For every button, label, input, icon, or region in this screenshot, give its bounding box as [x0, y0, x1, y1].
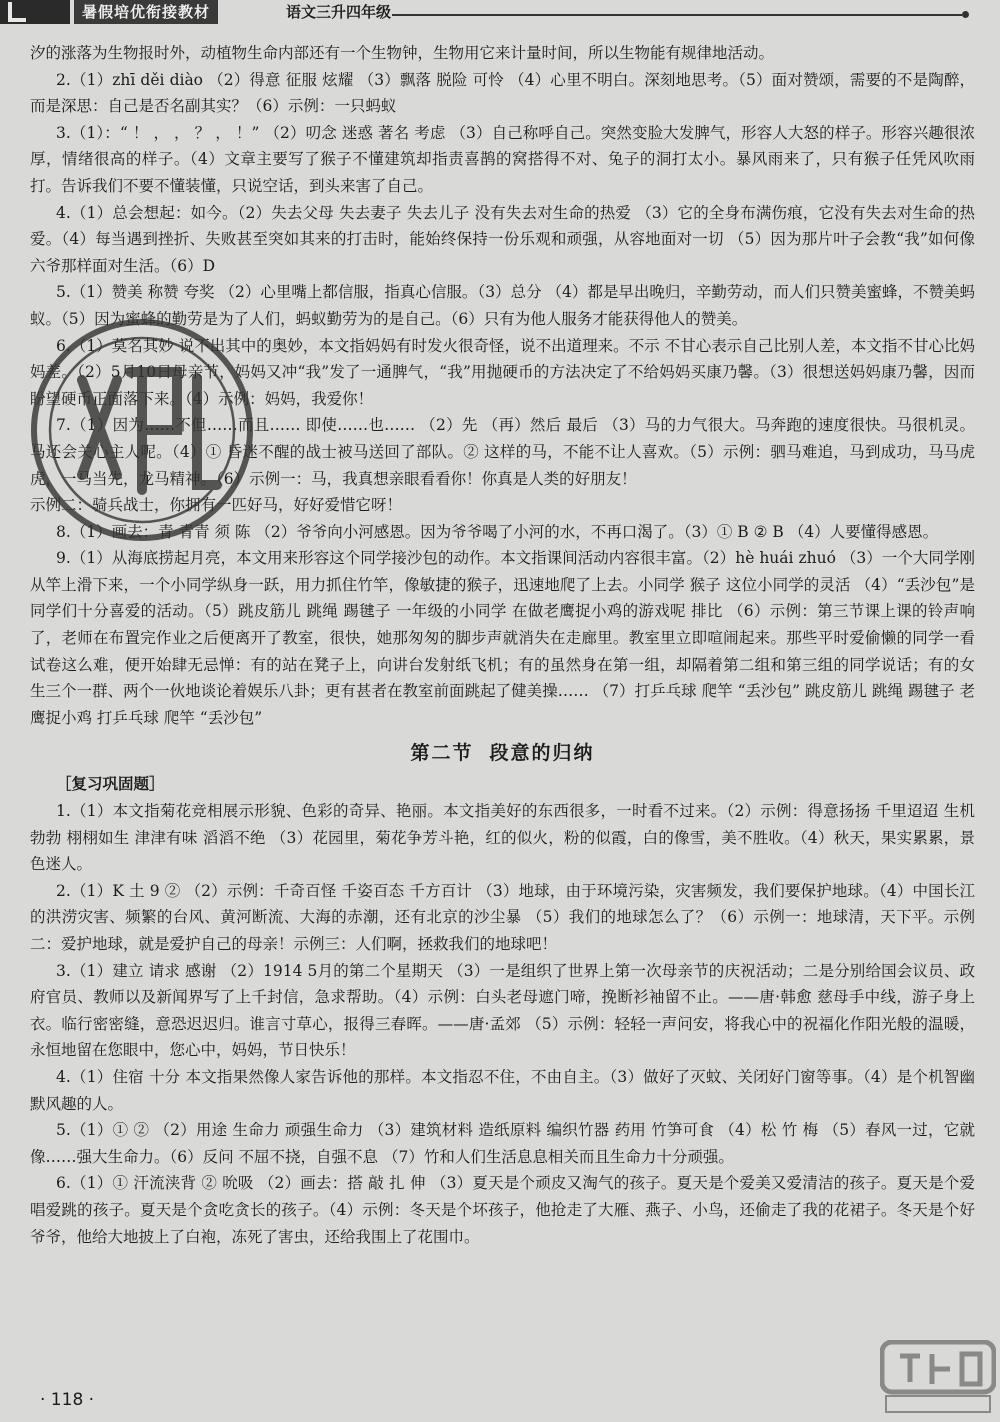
- answer-paragraph: 示例二：骑兵战士，你拥有一匹好马，好好爱惜它呀！: [30, 496, 403, 515]
- section-heading: [30, 737, 975, 769]
- answer-paragraph: 4.（1）总会想起：如今。（2）失去父母 失去妻子 失去儿子 没有失去对生命的热爱 （3）它的全身布满伤痕，它没有失去对生命的热爱。（4）每当遇到挫折、失败甚至突如其来的打击时，能始终保持一份乐观和顽强，从容地面对一切 （5）因为那片叶子会教“我”如何像六爷那样面对生活。（6）D: [30, 203, 975, 275]
- answer-paragraph: 2.（1）zhī děi diào （2）得意 征服 炫耀 （3）飘落 脱险 可怜 （4）心里不明白。深刻地思考。（5）面对赞颂，需要的不是陶醉，而是深思：自己是否名副其实？（6）示例：一只蚂蚁: [30, 70, 975, 116]
- book-logo-icon: [0, 0, 70, 24]
- section-title: 段意的归纳: [489, 742, 595, 765]
- series-title: 暑假培优衔接教材: [74, 0, 218, 24]
- answer-paragraph: 1.（1）本文指菊花竞相展示形貌、色彩的奇异、艳丽。本文指美好的东西很多，一时看不过来。（2）示例：得意扬扬 千里迢迢 生机勃勃 栩栩如生 津津有味 滔滔不绝 （3）花园里，菊花争芳斗艳，红的似火，粉的似霞，白的像雪，美不胜收。（4）秋天，果实累累，景色迷人。: [30, 802, 975, 874]
- section-number: 第二节: [410, 742, 474, 765]
- subsection-label: ［复习巩固题］: [56, 774, 165, 794]
- header-rule: [392, 14, 962, 16]
- answer-paragraph: 3.（1）：“ ！ ， ， ？ ， ！” （2）叨念 迷惑 著名 考虑 （3）自己称呼自己。突然变脸大发脾气，形容人大怒的样子。形容兴趣很浓厚，情绪很高的样子。（4）文章主要写了猴子不懂建筑却指责喜鹊的窝搭得不对、兔子的洞打太小。暴风雨来了，只有猴子任凭风吹雨打。告诉我们不要不懂装懂，只说空话，到头来害了自己。: [30, 123, 975, 195]
- answer-paragraph: 5.（1）① ② （2）用途 生命力 顽强生命力 （3）建筑材料 造纸原料 编织竹器 药用 竹笋可食 （4）松 竹 梅 （5）春风一过，它就像……强大生命力。（6）反问 不屈不挠，自强不息 （7）竹和人们生活息息相关而且生命力十分顽强。: [30, 1121, 975, 1166]
- page-number: · 118 ·: [40, 1390, 95, 1410]
- answer-paragraph: 9.（1）从海底捞起月亮，本文用来形容这个同学接沙包的动作。本文指课间活动内容很丰富。（2）hè huái zhuó （3）一个大同学刚从竿上滑下来，一个小同学纵身一跃，用力抓住竹竿，像敏捷的猴子，迅速地爬了上去。小同学 猴子 这位小同学的灵活 （4）“丢沙包”是同学们十分喜爱的活动。（5）跳皮筋儿 跳绳 踢毽子 一年级的小同学 在做老鹰捉小鸡的游戏呢 排比 （6）示例：第三节课上课的铃声响了，老师在布置完作业之后便离开了教室，很快，她那匆匆的脚步声就消失在走廊里。教室里立即喧闹起来。那些平时爱偷懒的同学一看试卷这么难，便开始肆无忌惮：有的站在凳子上，向讲台发射纸飞机；有的虽然身在第一组，却隔着第二组和第三组的同学说话；有的女生三个一群、两个一伙地谈论着娱乐八卦；更有甚者在教室前面跳起了健美操…… （7）打乒乓球 爬竿 “丢沙包” 跳皮筋儿 跳绳 踢毽子 老鹰捉小鸡 打乒乓球 爬竿 “丢沙包”: [30, 549, 975, 727]
- answers-part-1: [30, 40, 975, 731]
- answer-paragraph: 汐的涨落为生物报时外，动植物生命内部还有一个生物钟，生物用它来计量时间，所以生物能有规律地活动。: [30, 44, 775, 62]
- answer-paragraph: 3.（1）建立 请求 感谢 （2）1914 5月的第二个星期天 （3）一是组织了世界上第一次母亲节的庆祝活动；二是分别给国会议员、政府官员、教师以及新闻界写了上千封信，急求帮助。（4）示例：白头老母遮门啼，挽断衫袖留不止。——唐·韩愈 慈母手中线，游子身上衣。临行密密缝，意恐迟迟归。谁言寸草心，报得三春晖。——唐·孟郊 （5）示例：轻轻一声问安，将我心中的祝福化作阳光般的温暖，永恒地留在您眼中，您心中，妈妈，节日快乐！: [30, 961, 975, 1060]
- answer-paragraph: 4.（1）住宿 十分 本文指果然像人家告诉他的那样。本文指忍不住，不由自主。（3）做好了灭蚊、关闭好门窗等事。（4）是个机智幽默风趣的人。: [30, 1067, 975, 1113]
- answer-paragraph: 5.（1）赞美 称赞 夸奖 （2）心里嘴上都信服，指真心信服。（3）总分 （4）都是早出晚归，辛勤劳动，而人们只赞美蜜蜂，不赞美蚂蚁。（5）因为蜜蜂的勤劳是为了人们，蚂蚁勤劳为的是自己。（6）只有为他人服务才能获得他人的赞美。: [30, 283, 975, 328]
- answer-paragraph: 2.（1）K 土 9 ② （2）示例：千奇百怪 千姿百态 千方百计 （3）地球，由于环境污染，灾害频发，我们要保护地球。（4）中国长江的洪涝灾害、频繁的台风、黄河断流、大海的赤潮，还有北京的沙尘暴 （5）我们的地球怎么了？（6）示例一：地球清，天下平。示例二：爱护地球，就是爱护自己的母亲！示例三：人们啊，拯救我们的地球吧！: [30, 881, 975, 953]
- answer-paragraph: 6.（1）① 汗流浃背 ② 吮吸 （2）画去：搭 敲 扎 伸 （3）夏天是个顽皮又淘气的孩子。夏天是个爱美又爱清洁的孩子。夏天是个爱唱爱跳的孩子。夏天是个贪吃贪长的孩子。（4）示例：冬天是个坏孩子，他抢走了大雁、燕子、小鸟，还偷走了我的花裙子。冬天是个好爷爷，他给大地披上了白袍，冻死了害虫，还给我围上了花围巾。: [30, 1174, 975, 1246]
- grade-subject: 语文三升四年级: [286, 3, 392, 21]
- answer-paragraph: 8.（1）画去：青 青青 须 陈 （2）爷爷向小河感恩。因为爷爷喝了小河的水，不再口渴了。（3）① B ② B （4）人要懂得感恩。: [56, 522, 939, 541]
- answer-content: [30, 40, 975, 1250]
- answer-paragraph: 7.（1）因为……不但……而且…… 即使……也…… （2）先 （再）然后 最后 （3）马的力气很大。马奔跑的速度很快。马很机灵。马还会关心主人呢。（4）① 昏迷不醒的战士被马送回了部队。② 这样的马，不能不让人喜欢。（5）示例：驷马难追，马到成功，马马虎虎，一马当先，龙马精神。（6）示例一：马，我真想亲眼看看你！你真是人类的好朋友！: [30, 416, 975, 488]
- header-dot: [962, 11, 969, 18]
- answers-part-2: [30, 798, 975, 1250]
- answer-paragraph: 6.（1）莫名其妙 说不出其中的奥妙，本文指妈妈有时发火很奇怪，说不出道理来。不示 不甘心表示自己比别人差，本文指不甘心比妈妈差。（2）5月10日母亲节，妈妈又冲“我”发了一通脾气，“我”用抛硬币的方法决定了不给妈妈买康乃馨。（3）很想送妈妈康乃馨，因而盼望硬币正面落下来。（4）示例：妈妈，我爱你！: [30, 336, 975, 408]
- site-watermark-icon: [880, 1340, 996, 1416]
- page-header: [0, 0, 1000, 26]
